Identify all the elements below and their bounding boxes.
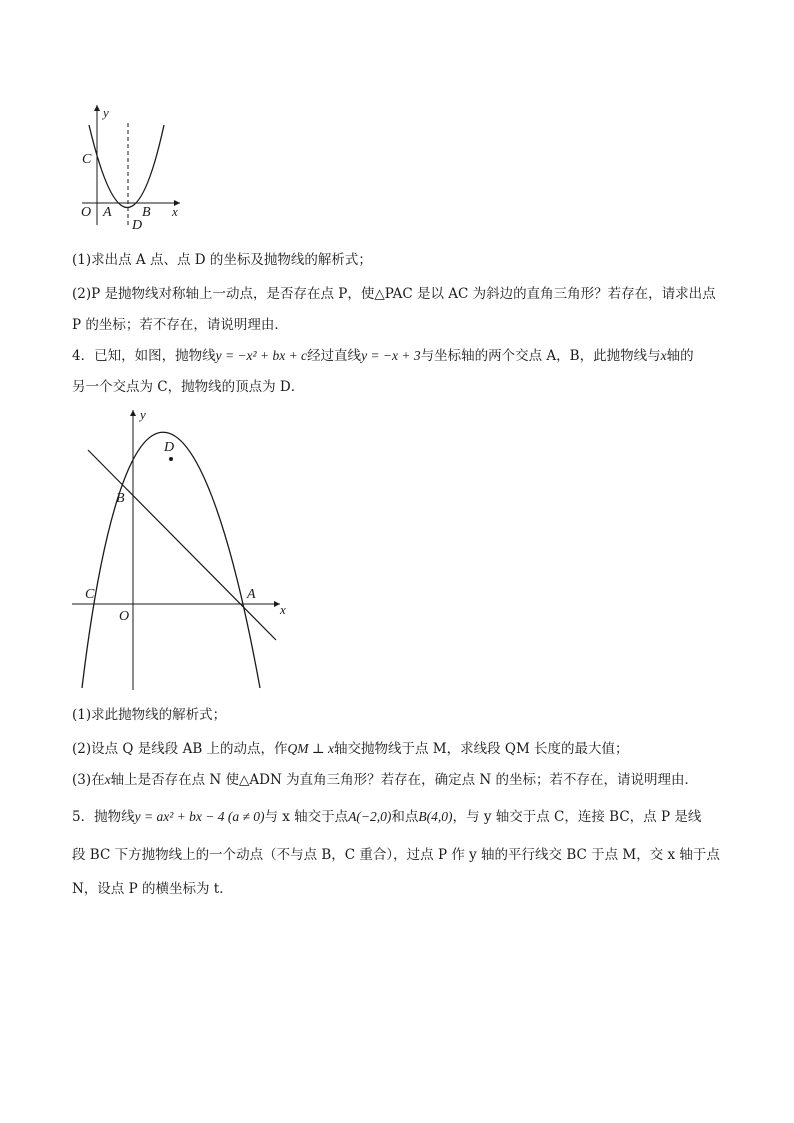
q5-number: 5．	[72, 809, 95, 825]
q4-text-d: 轴的	[666, 348, 694, 364]
figure-1-parabola	[72, 95, 192, 235]
q3-part2-line1: (2)P 是抛物线对称轴上一动点，是否存在点 P，使△PAC 是以 AC 为斜边的直角三角形？若存在，请求出点	[72, 286, 716, 302]
fig1-label-A: A	[103, 205, 112, 220]
q5-line2: 段 BC 下方抛物线上的一个动点（不与点 B，C 重合），过点 P 作 y 轴的平行线交 BC 于点 M，交 x 轴于点	[72, 847, 720, 863]
fig2-label-B: B	[116, 491, 125, 506]
q4-text-a: 已知，如图，抛物线	[94, 348, 216, 364]
q4-part2-text-a: (2)设点 Q 是线段 AB 上的动点，作	[72, 741, 288, 757]
q4-line1	[72, 347, 694, 365]
q5-text-a: 抛物线	[94, 809, 135, 825]
fig2-vertex-dot	[169, 457, 173, 461]
q3-part2-line2: P 的坐标；若不存在，请说明理由．	[72, 317, 288, 333]
q4-text-b: 经过直线	[307, 348, 362, 364]
fig1-label-O: O	[81, 205, 92, 220]
q4-line2: 另一个交点为 C，抛物线的顶点为 D．	[72, 379, 305, 395]
q4-var-x: x	[660, 348, 667, 363]
q3-part1: (1)求出点 A 点、点 D 的坐标及抛物线的解析式；	[72, 252, 372, 268]
fig2-label-O: O	[119, 609, 130, 624]
q5-text-c: 和点	[391, 809, 419, 825]
q5-point-B: B(4,0)	[418, 809, 453, 824]
q4-part3-var-x: x	[104, 772, 111, 787]
fig2-label-C: C	[85, 587, 95, 602]
q4-part1: (1)求此抛物线的解析式；	[72, 707, 227, 723]
q4-parabola-equation: y = −x² + bx + c	[215, 348, 308, 363]
fig1-label-y: y	[103, 105, 109, 120]
fig1-parabola-curve	[89, 125, 164, 208]
q4-part2	[72, 740, 629, 758]
fig2-label-y: y	[140, 407, 146, 422]
fig1-label-D: D	[132, 218, 143, 233]
fig2-label-D: D	[164, 440, 175, 455]
fig1-label-x: x	[172, 204, 178, 219]
fig2-label-x: x	[280, 602, 286, 617]
q5-line1	[72, 808, 701, 826]
q5-point-A: A(−2,0)	[348, 809, 392, 824]
q4-text-c: 与坐标轴的两个交点 A，B，此抛物线与	[420, 348, 661, 364]
q4-part3	[72, 771, 698, 789]
q4-part2-equation: QM ⊥ x	[287, 741, 334, 756]
q5-line3: N，设点 P 的横坐标为 t．	[72, 881, 233, 897]
figure-2-parabola-line	[68, 405, 298, 695]
q4-part2-text-b: 轴交抛物线于点 M，求线段 QM 长度的最大值；	[333, 741, 629, 757]
q4-part3-text-b: 轴上是否存在点 N 使△ADN 为直角三角形？若存在，确定点 N 的坐标；若不存在，请说明理由．	[110, 772, 698, 788]
q4-part3-text-a: (3)在	[72, 772, 105, 788]
q4-number: 4．	[72, 348, 95, 364]
fig1-label-C: C	[82, 152, 92, 167]
fig1-label-B: B	[142, 205, 151, 220]
q5-equation: y = ax² + bx − 4 (a ≠ 0)	[134, 809, 265, 824]
fig2-label-A: A	[247, 587, 256, 602]
fig2-line-AB	[88, 450, 276, 640]
q5-text-d: ，与 y 轴交于点 C，连接 BC，点 P 是线	[452, 809, 702, 825]
q5-text-b: 与 x 轴交于点	[264, 809, 349, 825]
q4-line-equation: y = −x + 3	[361, 348, 421, 363]
